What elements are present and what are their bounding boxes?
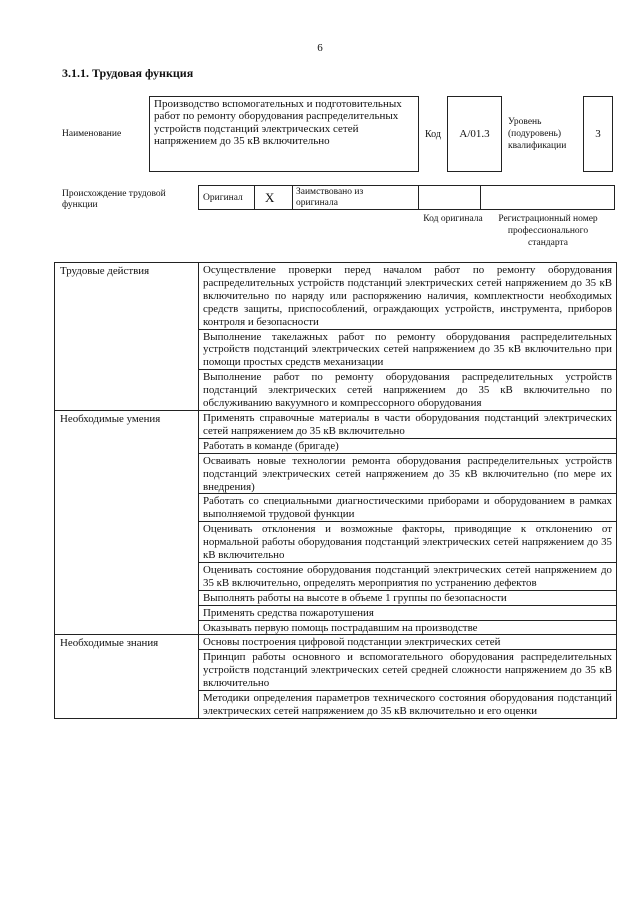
- original-code-cell: [419, 186, 481, 209]
- original-mark: X: [255, 186, 293, 209]
- section-labor-actions: Трудовые действия: [55, 263, 199, 411]
- original-label: Оригинал: [203, 193, 243, 203]
- list-item: Работать со специальными диагностическими приборами и оборудованием в рамках выполняемой трудовой функции: [199, 494, 617, 522]
- section-required-skills: Необходимые умения: [55, 410, 199, 635]
- list-item: Выполнение такелажных работ по ремонту оборудования распределительных устройств подстанций электрических сетей напряжением до 35 кВ включительно при помощи простых средств механизации: [199, 329, 617, 370]
- list-item: Принцип работы основного и вспомогательного оборудования распределительных устройств подстанций электрических сетей средней сложности напряжением до 35 кВ включительно: [199, 650, 617, 691]
- list-item: Оказывать первую помощь пострадавшим на производстве: [199, 620, 617, 635]
- origin-row: [198, 185, 615, 210]
- list-item: Применять средства пожаротушения: [199, 605, 617, 620]
- table-row: [55, 263, 617, 330]
- list-item: Осваивать новые технологии ремонта оборудования распределительных устройств подстанций электрических сетей напряжением до 35 кВ включительно (по мере их внедрения): [199, 453, 617, 494]
- level-label: Уровень (подуровень) квалификации: [508, 117, 567, 151]
- list-item: Осуществление проверки перед началом работ по ремонту оборудования распределительных устройств подстанций электрических сетей напряжением до 35 кВ включительно по наряду или распоряжению наличия, комплектности необходимых средств защиты, приспособлений, ограждающих устройств, инструмента, приборов контроля и безопасности: [199, 263, 617, 330]
- list-item: Работать в команде (бригаде): [199, 438, 617, 453]
- qualification-level: 3: [583, 96, 613, 172]
- list-item: Основы построения цифровой подстанции электрических сетей: [199, 635, 617, 650]
- registration-number-cell: [481, 186, 614, 209]
- original-cell: [199, 186, 255, 209]
- section-title: 3.1.1. Трудовая функция: [62, 66, 194, 80]
- code-label: Код: [425, 129, 441, 140]
- list-item: Выполнение работ по ремонту оборудования распределительных устройств подстанций электрических сетей напряжением до 35 кВ включительно по обслуживанию вакуумного и компрессорного оборудования: [199, 370, 617, 411]
- function-code: A/01.3: [447, 96, 502, 172]
- name-label: Наименование: [62, 129, 122, 139]
- list-item: Оценивать состояние оборудования подстанций электрических сетей напряжением до 35 кВ включительно, определять мероприятия по устранению дефектов: [199, 562, 617, 590]
- table-row: [55, 635, 617, 650]
- list-item: Применять справочные материалы в части оборудования подстанций электрических сетей напряжением до 35 кВ включительно: [199, 410, 617, 438]
- list-item: Выполнять работы на высоте в объеме 1 группы по безопасности: [199, 590, 617, 605]
- section-required-knowledge: Необходимые знания: [55, 635, 199, 718]
- page-number: 6: [317, 42, 323, 54]
- origin-label: Происхождение трудовой функции: [62, 189, 166, 210]
- borrowed-cell: [293, 186, 419, 209]
- list-item: Оценивать отклонения и возможные факторы, приводящие к отклонению от нормальной работы оборудования подстанций электрических сетей напряжением до 35 кВ включительно: [199, 522, 617, 563]
- function-details-table: [54, 262, 617, 719]
- registration-caption: Регистрационный номер профессионального стандарта: [498, 214, 598, 248]
- table-row: [55, 410, 617, 438]
- code-caption: Код оригинала: [423, 214, 483, 224]
- function-name: Производство вспомогательных и подготовительных работ по ремонту оборудования распределительных устройств подстанций электрических сетей напряжением до 35 кВ включительно: [149, 96, 419, 172]
- list-item: Методики определения параметров технического состояния оборудования подстанций электрических сетей напряжением до 35 кВ включительно и его оценки: [199, 691, 617, 719]
- borrowed-label: Заимствовано из оригинала: [296, 187, 364, 208]
